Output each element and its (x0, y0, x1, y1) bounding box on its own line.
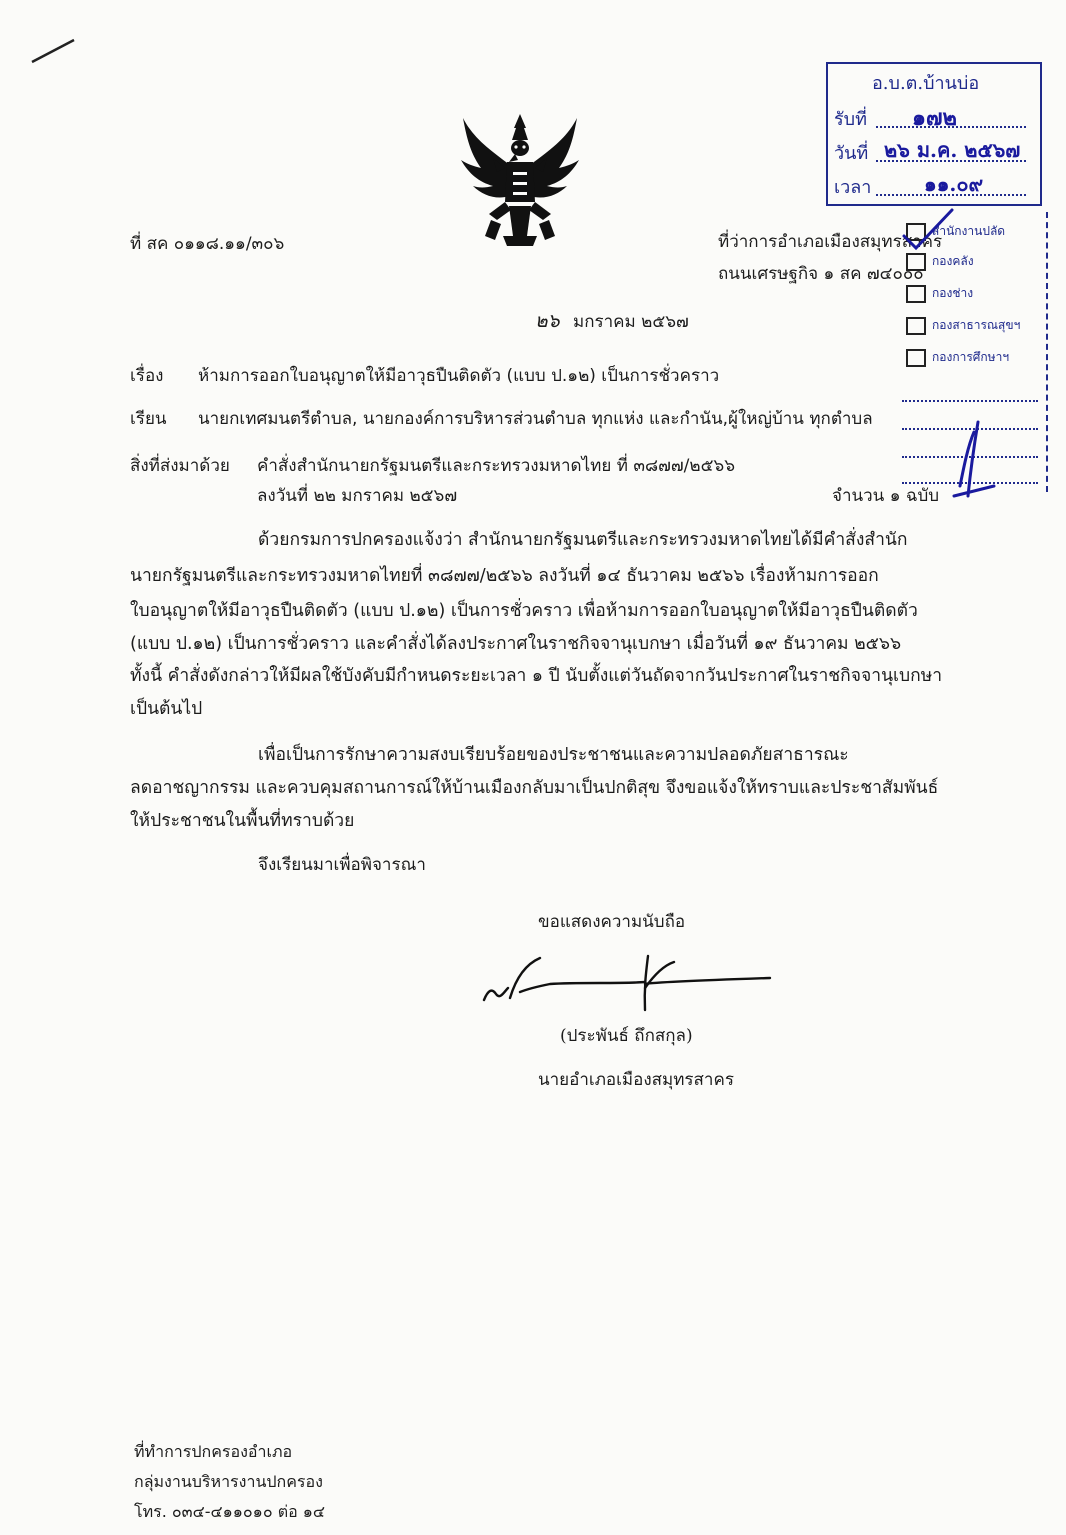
signatory-name: (ประพันธ์ ถึกสกุล) (560, 1026, 693, 1046)
stamp-date-value: ๒๖ ม.ค. ๒๕๖๗ (884, 138, 1021, 162)
date-month-year: มกราคม ๒๕๖๗ (573, 312, 689, 332)
paragraph2-line: เพื่อเป็นการรักษาความสงบเรียบร้อยของประชาชนและความปลอดภัยสาธารณะ (258, 745, 849, 765)
paragraph2-line: ลดอาชญากรรม และควบคุมสถานการณ์ให้บ้านเมืองกลับมาเป็นปกติสุข จึงขอแจ้งให้ทราบและประชาสัมพันธ์ (130, 778, 939, 798)
closing-salutation: ขอแสดงความนับถือ (538, 912, 686, 932)
office-address-line1: ที่ว่าการอำเภอเมืองสมุทรสาคร (718, 232, 943, 252)
enclosure-count: จำนวน ๑ ฉบับ (832, 486, 940, 506)
paragraph1-line: ทั้งนี้ คำสั่งดังกล่าวให้มีผลใช้บังคับมีกำหนดระยะเวลา ๑ ปี นับตั้งแต่วันถัดจากวันประกาศในราชกิจจานุเบกษา (130, 666, 943, 686)
stamp-date-label: วันที่ (834, 143, 869, 164)
routing-item-label: กองสาธารณสุขฯ (932, 318, 1021, 332)
footer-line: ที่ทำการปกครองอำเภอ (134, 1442, 293, 1461)
pen-mark (28, 36, 78, 66)
stamp-no-value: ๑๗๒ (912, 105, 958, 131)
enclosure-line1: คำสั่งสำนักนายกรัฐมนตรีและกระทรวงมหาดไทย ที่ ๓๘๗๗/๒๕๖๖ (257, 456, 736, 476)
closing-request: จึงเรียนมาเพื่อพิจารณา (258, 855, 426, 875)
handwritten-check-mark (894, 196, 1044, 506)
stamp-time-label: เวลา (834, 177, 872, 198)
signature-image (470, 948, 780, 1018)
footer-line: กลุ่มงานบริหารงานปกครอง (134, 1472, 323, 1491)
recipient-label: เรียน (130, 409, 167, 429)
paragraph1-line: ด้วยกรมการปกครองแจ้งว่า สำนักนายกรัฐมนตรีและกระทรวงมหาดไทยได้มีคำสั่งสำนัก (258, 530, 908, 550)
signatory-title: นายอำเภอเมืองสมุทรสาคร (538, 1070, 734, 1090)
enclosure-label: สิ่งที่ส่งมาด้วย (130, 456, 230, 476)
paragraph1-line: นายกรัฐมนตรีและกระทรวงมหาดไทยที่ ๓๘๗๗/๒๕๖๖ ลงวันที่ ๑๔ ธันวาคม ๒๕๖๖ เรื่องห้ามการออก (130, 566, 879, 586)
office-address-line2: ถนนเศรษฐกิจ ๑ สค ๗๔๐๐๐ (718, 264, 924, 284)
routing-item-label: กองการศึกษาฯ (932, 350, 1010, 364)
garuda-emblem-icon (455, 110, 585, 250)
stamp-time-value: ๑๑.๐๙ (924, 172, 984, 196)
enclosure-line2: ลงวันที่ ๒๒ มกราคม ๒๕๖๗ (257, 486, 458, 506)
footer-line: โทร. ๐๓๔-๔๑๑๐๑๐ ต่อ ๑๔ (134, 1502, 326, 1521)
paragraph1-line: ใบอนุญาตให้มีอาวุธปืนติดตัว (แบบ ป.๑๒) เป็นการชั่วคราว เพื่อห้ามการออกใบอนุญาตให้มีอาวุธปืนติดตัว (130, 601, 918, 621)
subject-text: ห้ามการออกใบอนุญาตให้มีอาวุธปืนติดตัว (แบบ ป.๑๒) เป็นการชั่วคราว (198, 366, 720, 386)
stamp-org-title: อ.บ.ต.บ้านบ่อ (872, 73, 980, 94)
paragraph1-line: (แบบ ป.๑๒) เป็นการชั่วคราว และคำสั่งได้ลงประกาศในราชกิจจานุเบกษา เมื่อวันที่ ๑๙ ธันวาคม ๒๕๖๖ (130, 634, 902, 654)
paragraph2-line: ให้ประชาชนในพื้นที่ทราบด้วย (130, 811, 355, 831)
subject-label: เรื่อง (130, 366, 164, 386)
stamp-no-label: รับที่ (834, 109, 867, 130)
receive-stamp (826, 62, 1042, 206)
routing-item-label: กองคลัง (932, 254, 974, 268)
routing-item-label: กองช่าง (932, 286, 974, 300)
date-day: ๒๖ (535, 310, 560, 332)
recipient-text: นายกเทศมนตรีตำบล, นายกองค์การบริหารส่วนตำบล ทุกแห่ง และกำนัน,ผู้ใหญ่บ้าน ทุกตำบล (198, 409, 873, 429)
document-date (535, 306, 689, 336)
paragraph1-line: เป็นต้นไป (130, 699, 203, 719)
routing-item-label: สำนักงานปลัด (932, 224, 1006, 238)
document-number: ที่ สค ๐๑๑๘.๑๑/๓๐๖ (130, 234, 285, 254)
